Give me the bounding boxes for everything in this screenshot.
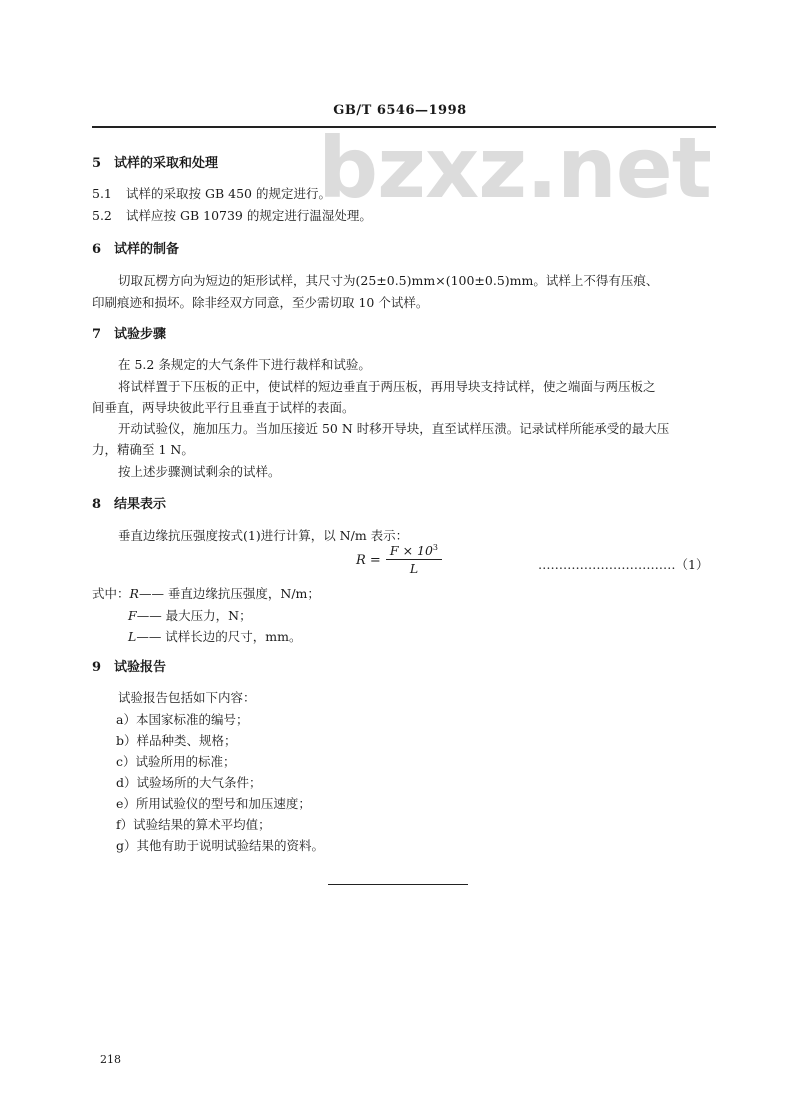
list-item: a）本国家标准的编号； — [116, 712, 249, 727]
formula-exponent: 3 — [432, 543, 439, 552]
paragraph-line: 按上述步骤测试剩余的试样。 — [118, 464, 281, 479]
section-number: 5 — [92, 156, 102, 171]
end-rule — [328, 884, 468, 885]
formula-fraction — [386, 543, 442, 576]
clause-5-1 — [92, 184, 331, 202]
var-symbol: L — [128, 629, 137, 644]
section-title: 试验报告 — [114, 660, 167, 675]
paragraph-line: 在 5.2 条规定的大气条件下进行裁样和试验。 — [118, 357, 371, 372]
section-title: 试验步骤 — [114, 327, 167, 342]
paragraph-line: 印刷痕迹和损坏。除非经双方同意，至少需切取 10 个试样。 — [92, 295, 429, 310]
paragraph-line: 切取瓦楞方向为短边的矩形试样，其尺寸为(25±0.5)mm×(100±0.5)mm。试样上不得有压痕、 — [118, 273, 659, 288]
section-6-heading — [92, 238, 179, 257]
section-number: 9 — [92, 660, 102, 675]
where-line — [128, 627, 302, 645]
var-symbol: F — [128, 608, 137, 623]
watermark: bzxz.net — [318, 119, 711, 217]
paragraph-line: 间垂直，两导块彼此平行且垂直于试样的表面。 — [92, 400, 355, 415]
list-item: c）试验所用的标准； — [116, 754, 236, 769]
section-number: 6 — [92, 242, 102, 257]
list-item: e）所用试验仪的型号和加压速度； — [116, 796, 311, 811]
section-5-heading — [92, 152, 218, 171]
section-number: 8 — [92, 497, 102, 512]
var-desc: —— 试样长边的尺寸，mm。 — [136, 629, 302, 644]
where-line — [92, 584, 320, 602]
list-item: g）其他有助于说明试验结果的资料。 — [116, 838, 325, 853]
formula-lhs: R = — [356, 553, 381, 569]
paragraph-line: 垂直边缘抗压强度按式(1)进行计算，以 N/m 表示： — [118, 528, 409, 543]
var-desc: —— 最大压力，N； — [136, 608, 252, 623]
formula-label: ……………………………（1） — [538, 557, 709, 572]
list-item: d）试验场所的大气条件； — [116, 775, 262, 790]
formula-1 — [356, 543, 442, 576]
section-7-heading — [92, 323, 166, 342]
clause-number: 5.2 — [92, 208, 112, 223]
section-8-heading — [92, 493, 166, 512]
page-number: 218 — [100, 1053, 121, 1066]
section-title: 结果表示 — [114, 497, 167, 512]
list-item: f）试验结果的算术平均值； — [116, 817, 271, 832]
formula-numerator: $F \times 10^3$ — [386, 543, 442, 560]
var-symbol: R — [129, 586, 139, 601]
running-header: GB/T 6546—1998 — [333, 103, 467, 118]
list-item: b）样品种类、规格； — [116, 733, 237, 748]
clause-5-2 — [92, 206, 372, 224]
section-number: 7 — [92, 327, 102, 342]
paragraph-line: 开动试验仪，施加压力。当加压接近 50 N 时移开导块，直至试样压溃。记录试样所能承受的最大压 — [118, 421, 670, 436]
where-line — [128, 606, 252, 624]
paragraph-line: 试验报告包括如下内容： — [118, 690, 256, 705]
section-9-heading — [92, 656, 166, 675]
paragraph-line: 将试样置于下压板的正中，使试样的短边垂直于两压板，再用导块支持试样，使之端面与两压板之 — [118, 379, 656, 394]
clause-text: 试样的采取按 GB 450 的规定进行。 — [126, 186, 331, 201]
paragraph-line: 力，精确至 1 N。 — [92, 442, 194, 457]
clause-text: 试样应按 GB 10739 的规定进行温湿处理。 — [126, 208, 372, 223]
where-prefix: 式中： — [92, 586, 130, 601]
formula-denominator: L — [409, 561, 419, 577]
section-title: 试样的制备 — [114, 242, 180, 257]
section-title: 试样的采取和处理 — [114, 156, 219, 171]
clause-number: 5.1 — [92, 186, 112, 201]
var-desc: —— 垂直边缘抗压强度，N/m； — [138, 586, 320, 601]
